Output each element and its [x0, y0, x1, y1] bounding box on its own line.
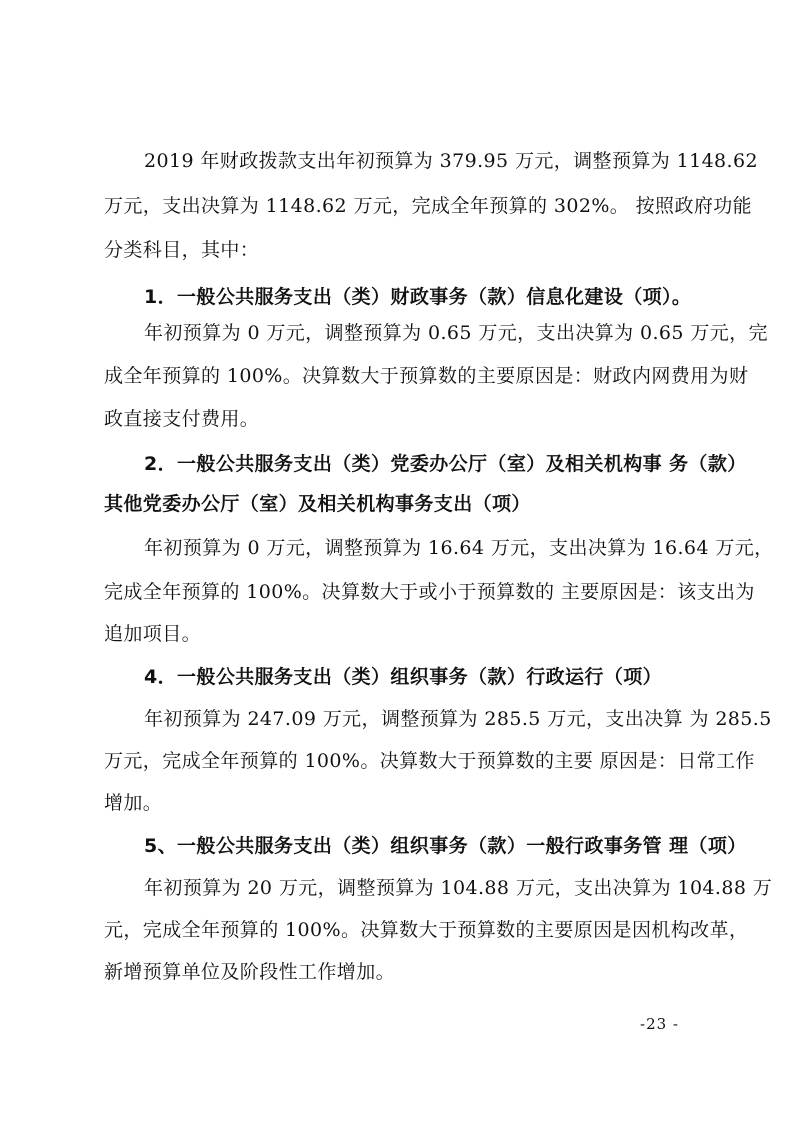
- section-2-body-line-1: 年初预算为 0 万元，调整预算为 16.64 万元，支出决算为 16.64 万元，: [144, 537, 774, 559]
- section-5-body-line-1: 年初预算为 20 万元，调整预算为 104.88 万元，支出决算为 104.88 万: [144, 877, 773, 899]
- section-5-body-line-2: 元，完成全年预算的 100%。决算数大于预算数的主要原因是因机构改革，: [104, 919, 749, 941]
- section-4-body-line-2: 万元，完成全年预算的 100%。决算数大于预算数的主要 原因是：日常工作: [104, 750, 755, 772]
- intro-line-1: 2019 年财政拨款支出年初预算为 379.95 万元，调整预算为 1148.62: [144, 150, 758, 172]
- intro-line-3: 分类科目，其中：: [104, 239, 260, 261]
- section-2-body-line-2: 完成全年预算的 100%。决算数大于或小于预算数的 主要原因是：该支出为: [104, 581, 755, 603]
- section-1-body-line-3: 政直接支付费用。: [104, 408, 260, 430]
- section-5-body-line-3: 新增预算单位及阶段性工作增加。: [104, 961, 396, 983]
- section-1-body-line-1: 年初预算为 0 万元，调整预算为 0.65 万元，支出决算为 0.65 万元，完: [144, 322, 768, 344]
- section-4-body-line-1: 年初预算为 247.09 万元，调整预算为 285.5 万元，支出决算 为 285.5: [144, 708, 772, 730]
- section-4-body-line-3: 增加。: [104, 792, 163, 814]
- intro-line-2: 万元，支出决算为 1148.62 万元，完成全年预算的 302%。 按照政府功能: [104, 195, 753, 217]
- section-5-heading: 5、一般公共服务支出（类）组织事务（款）一般行政事务管 理（项）: [144, 835, 747, 857]
- section-2-heading-line-1: 2．一般公共服务支出（类）党委办公厅（室）及相关机构事 务（款）: [144, 453, 747, 475]
- page-number: -23 -: [640, 1015, 679, 1033]
- section-1-body-line-2: 成全年预算的 100%。决算数大于预算数的主要原因是：财政内网费用为财: [104, 365, 749, 387]
- section-1-heading: 1．一般公共服务支出（类）财政事务（款）信息化建设（项）。: [144, 286, 692, 308]
- section-2-body-line-3: 追加项目。: [104, 623, 202, 645]
- section-2-heading-line-2: 其他党委办公厅（室）及相关机构事务支出（项）: [104, 493, 531, 515]
- section-4-heading: 4．一般公共服务支出（类）组织事务（款）行政运行（项）: [144, 666, 663, 688]
